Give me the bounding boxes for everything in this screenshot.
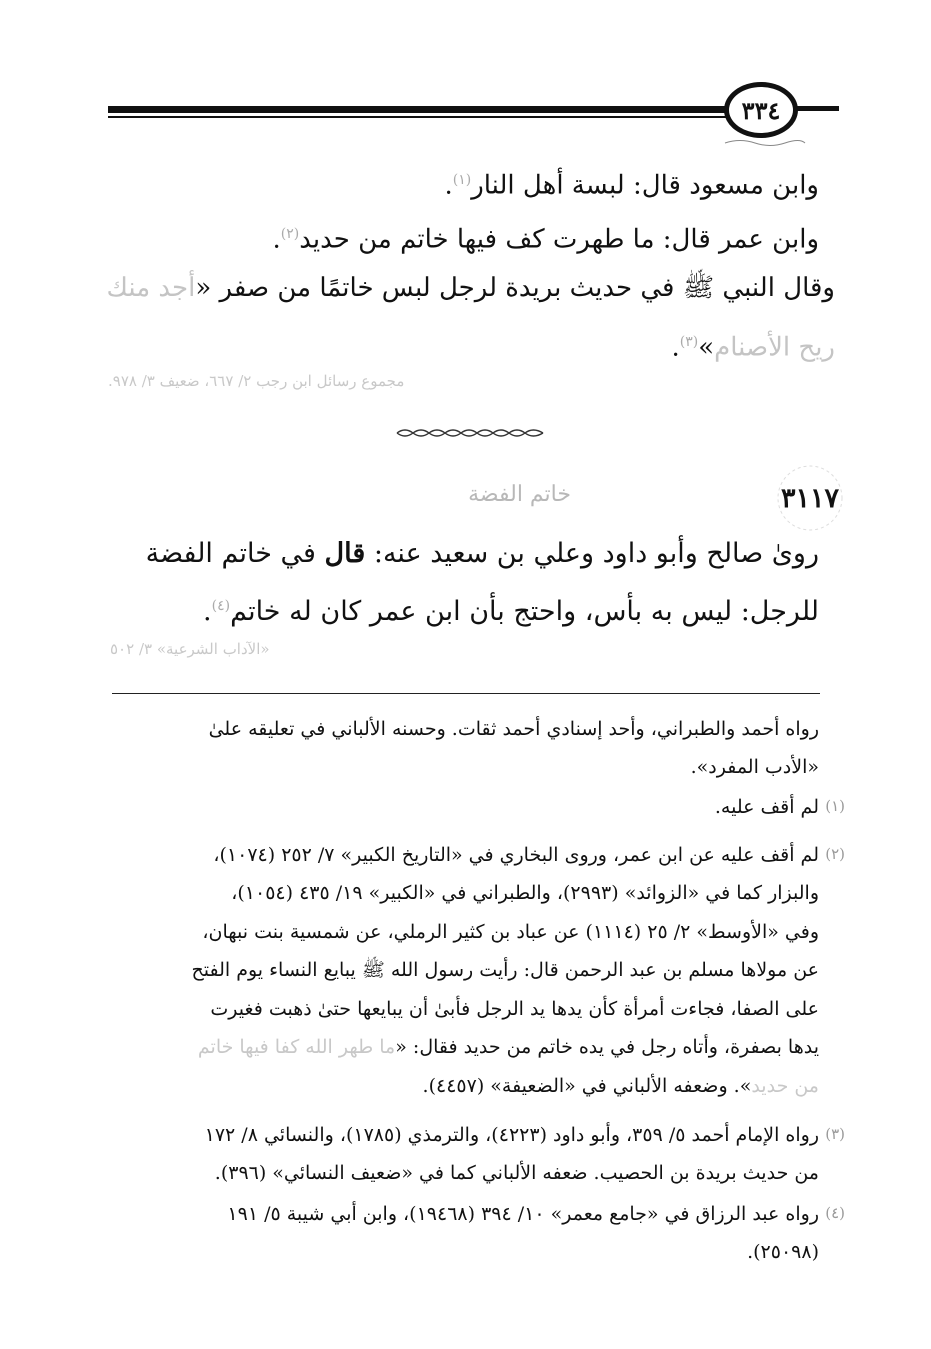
- footnote-text: ». وضعفه الألباني في «الضعيفة» (٤٤٥٧).: [422, 1075, 752, 1097]
- line-text: وقال النبي ﷺ في حديث بريدة لرجل لبس خاتمًا من صفر «: [195, 273, 835, 303]
- footnote-2-line: والبزار كما في «الزوائد» (٢٩٩٣)، والطبراني في «الكبير» ١٩/ ٤٣٥ (١٠٥٤)،: [231, 882, 819, 904]
- footnote-intro-line-1: رواه أحمد والطبراني، وأحد إسنادي أحمد ثقات. وحسنه الألباني في تعليقه علىٰ: [208, 718, 819, 740]
- body-line-2: [203, 586, 819, 632]
- line-tail: .: [203, 596, 212, 627]
- footnote-number: (٣): [825, 1125, 845, 1143]
- line-text: وابن مسعود قال: لبسة أهل النار: [471, 170, 819, 201]
- footnote-number: (٢): [825, 845, 845, 863]
- badge-flourish-icon: [720, 138, 810, 148]
- footnote-2-line: على الصفا، فجاءت أمرأة كأن يدها يد الرجل فأبىٰ أن يبايعها حتىٰ ذهبت فغيرت: [210, 998, 819, 1020]
- source-note-2: «الآداب الشرعية» ٣/ ٥٠٢: [110, 640, 270, 658]
- divider-ornament-icon: [395, 426, 545, 440]
- footnote-2-line: لم أقف عليه عن ابن عمر، وروى البخاري في «التاريخ الكبير» ٧/ ٢٥٢ (١٠٧٤)،: [213, 844, 819, 866]
- section-title: خاتم الفضة: [468, 482, 571, 507]
- line-text: وابن عمر قال: ما طهرت كف فيها خاتم من حديد: [299, 224, 819, 255]
- body-text: في خاتم الفضة: [145, 538, 325, 569]
- body-text: للرجل: ليس به بأس، واحتج بأن ابن عمر كان له خاتم: [230, 596, 819, 627]
- faded-text: أجد منك: [106, 273, 196, 303]
- header-rule-thin: [108, 116, 726, 118]
- body-line-1: [146, 534, 819, 574]
- text-line-4: [672, 322, 836, 368]
- text-line-3: [106, 268, 835, 308]
- footnote-1: لم أقف عليه.: [714, 796, 819, 818]
- faded-text: ما طهر الله كفا فيها خاتم: [197, 1036, 396, 1058]
- line-tail: .: [272, 224, 281, 255]
- footnote-3-line: من حديث بريدة بن الحصيب. ضعفه الألباني كما في «ضعيف النسائي» (٣٩٦).: [214, 1162, 819, 1184]
- footnote-ref: (١): [452, 172, 472, 188]
- footnote-2-line: عن مولاها مسلم بن عبد الرحمن قال: رأيت رسول الله ﷺ يبايع النساء يوم الفتح: [191, 959, 819, 981]
- header-rule-thick: [108, 106, 726, 113]
- line-tail: .: [671, 332, 680, 363]
- footnote-number: (١): [825, 797, 845, 815]
- footnote-2-line-7: [423, 1071, 819, 1101]
- footnote-ref: (٢): [280, 226, 300, 242]
- footnote-3-line: رواه الإمام أحمد ٥/ ٣٥٩، وأبو داود (٤٢٢٣)، والترمذي (١٧٨٥)، والنسائي ٨/ ١٧٢: [204, 1124, 819, 1146]
- body-text: روىٰ صالح وأبو داود وعلي بن سعيد عنه:: [365, 538, 819, 569]
- footnote-ref: (٤): [211, 598, 231, 614]
- text-line-2: [273, 214, 820, 260]
- footnote-4-line: رواه عبد الرزاق في «جامع معمر» ١٠/ ٣٩٤ (١٩٤٦٨)، وابن أبي شيبة ٥/ ١٩١: [227, 1203, 819, 1225]
- line-tail: .: [444, 170, 453, 201]
- footnote-4-line: (٢٥٠٩٨).: [747, 1241, 819, 1263]
- footnote-2-line-6: [198, 1032, 819, 1062]
- footnote-2-line: وفي «الأوسط» ٢/ ٢٥ (١١١٤) عن عباد بن كثير الرملي، عن شمسية بنت نبهان،: [202, 921, 819, 943]
- footnote-text: يدها بصفرة، وأتاه رجل في يده خاتم من حديد فقال: «: [395, 1036, 819, 1058]
- header-rule-tail: [797, 106, 839, 111]
- page-number: ٣٣٤: [724, 82, 798, 138]
- footnote-intro-line-2: «الأدب المفرد».: [690, 756, 819, 778]
- footnote-ref: (٣): [679, 334, 699, 350]
- faded-text: ريح الأصنام: [714, 332, 835, 363]
- footnote-number: (٤): [825, 1204, 845, 1222]
- line-text: »: [698, 332, 715, 363]
- text-line-1: [444, 160, 819, 206]
- footnote-separator: [112, 693, 820, 694]
- faded-text: من حديد: [751, 1075, 819, 1097]
- section-number: ٣١١٧: [781, 482, 840, 514]
- source-note: مجموع رسائل ابن رجب ٢/ ٦٦٧، ضعيف ٣/ ٩٧٨.: [108, 372, 405, 390]
- body-bold: قال: [324, 538, 366, 569]
